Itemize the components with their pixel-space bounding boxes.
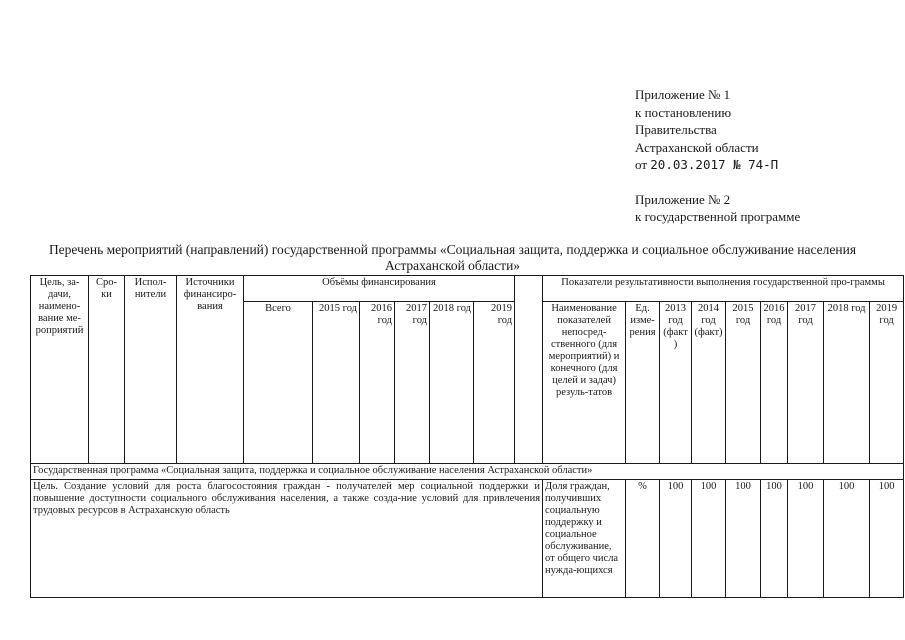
header-funding-year: 2015 год [313,302,360,464]
header-funding-year: 2018 год [430,302,474,464]
header-indicator-year: 2016 год [761,302,788,464]
header-indicator-year: 2015 год [726,302,761,464]
goal-value: 100 [824,480,870,598]
header-executors: Испол-нители [125,276,177,464]
date-prefix: от [635,157,648,172]
approval-block [635,86,875,226]
header-performance-indicators: Показатели результативности выполнения государственной про-граммы [543,276,904,302]
appendix-2-title: Приложение № 2 [635,191,731,207]
header-funding-year: 2019 год [474,302,515,464]
header-indicator-year: 2018 год [824,302,870,464]
goal-value: 100 [870,480,904,598]
program-row: Государственная программа «Социальная защита, поддержка и социальное обслуживание населения Астраханской области» [31,464,904,480]
goal-value: 100 [788,480,824,598]
header-funding-total: Всего [244,302,313,464]
header-indicator-name: Наименование показателей непосред-ственного (для мероприятий) и конечного (для целей и задач) резуль-татов [543,302,626,464]
header-indicator-year: 2019 год [870,302,904,464]
goal-unit: % [626,480,660,598]
header-indicator-year: 2013 год (факт) [660,302,692,464]
appendix-2-line-2: к государственной программе [635,209,801,224]
header-funding-year: 2017 год [395,302,430,464]
goal-value: 100 [692,480,726,598]
goal-text-cell: Цель. Создание условий для роста благосостояния граждан - получателей мер социальной поддержки и повышение доступности социального обслуживания населения, а также созда-ние условий для привлечения трудовых ресурсов в Астраханскую область [31,480,543,598]
goal-value: 100 [761,480,788,598]
header-funding-volumes: Объёмы финансирования [244,276,515,302]
measures-table [30,275,904,598]
header-spacer [515,276,543,464]
header-funding-year: 2016 год [360,302,395,464]
goal-value: 100 [726,480,761,598]
header-indicator-year: 2014 год (факт) [692,302,726,464]
header-funding-sources: Источники финансиро-вания [177,276,244,464]
header-goal: Цель, за-дачи, наимено-вание ме-роприятий [31,276,89,464]
appendix-1-line-4: Астраханской области [635,139,759,155]
appendix-1-date-line [635,156,875,174]
header-indicator-year: 2017 год [788,302,824,464]
appendix-1-line-3: Правительства [635,122,717,137]
goal-value: 100 [660,480,692,598]
appendix-1-title: Приложение № 1 [635,87,731,102]
header-terms: Сро-ки [89,276,125,464]
header-unit: Ед. изме-рения [626,302,660,464]
document-title: Перечень мероприятий (направлений) государственной программы «Социальная защита, поддержка и социальное обслуживание населения Астраханской области» [48,242,857,273]
date-number: 20.03.2017 № 74-П [650,157,779,172]
goal-indicator-name: Доля граждан, получивших социальную поддержку и социальное обслуживание, от общего числа нужда-ющихся [543,480,626,598]
appendix-1-line-2: к постановлению [635,104,732,120]
